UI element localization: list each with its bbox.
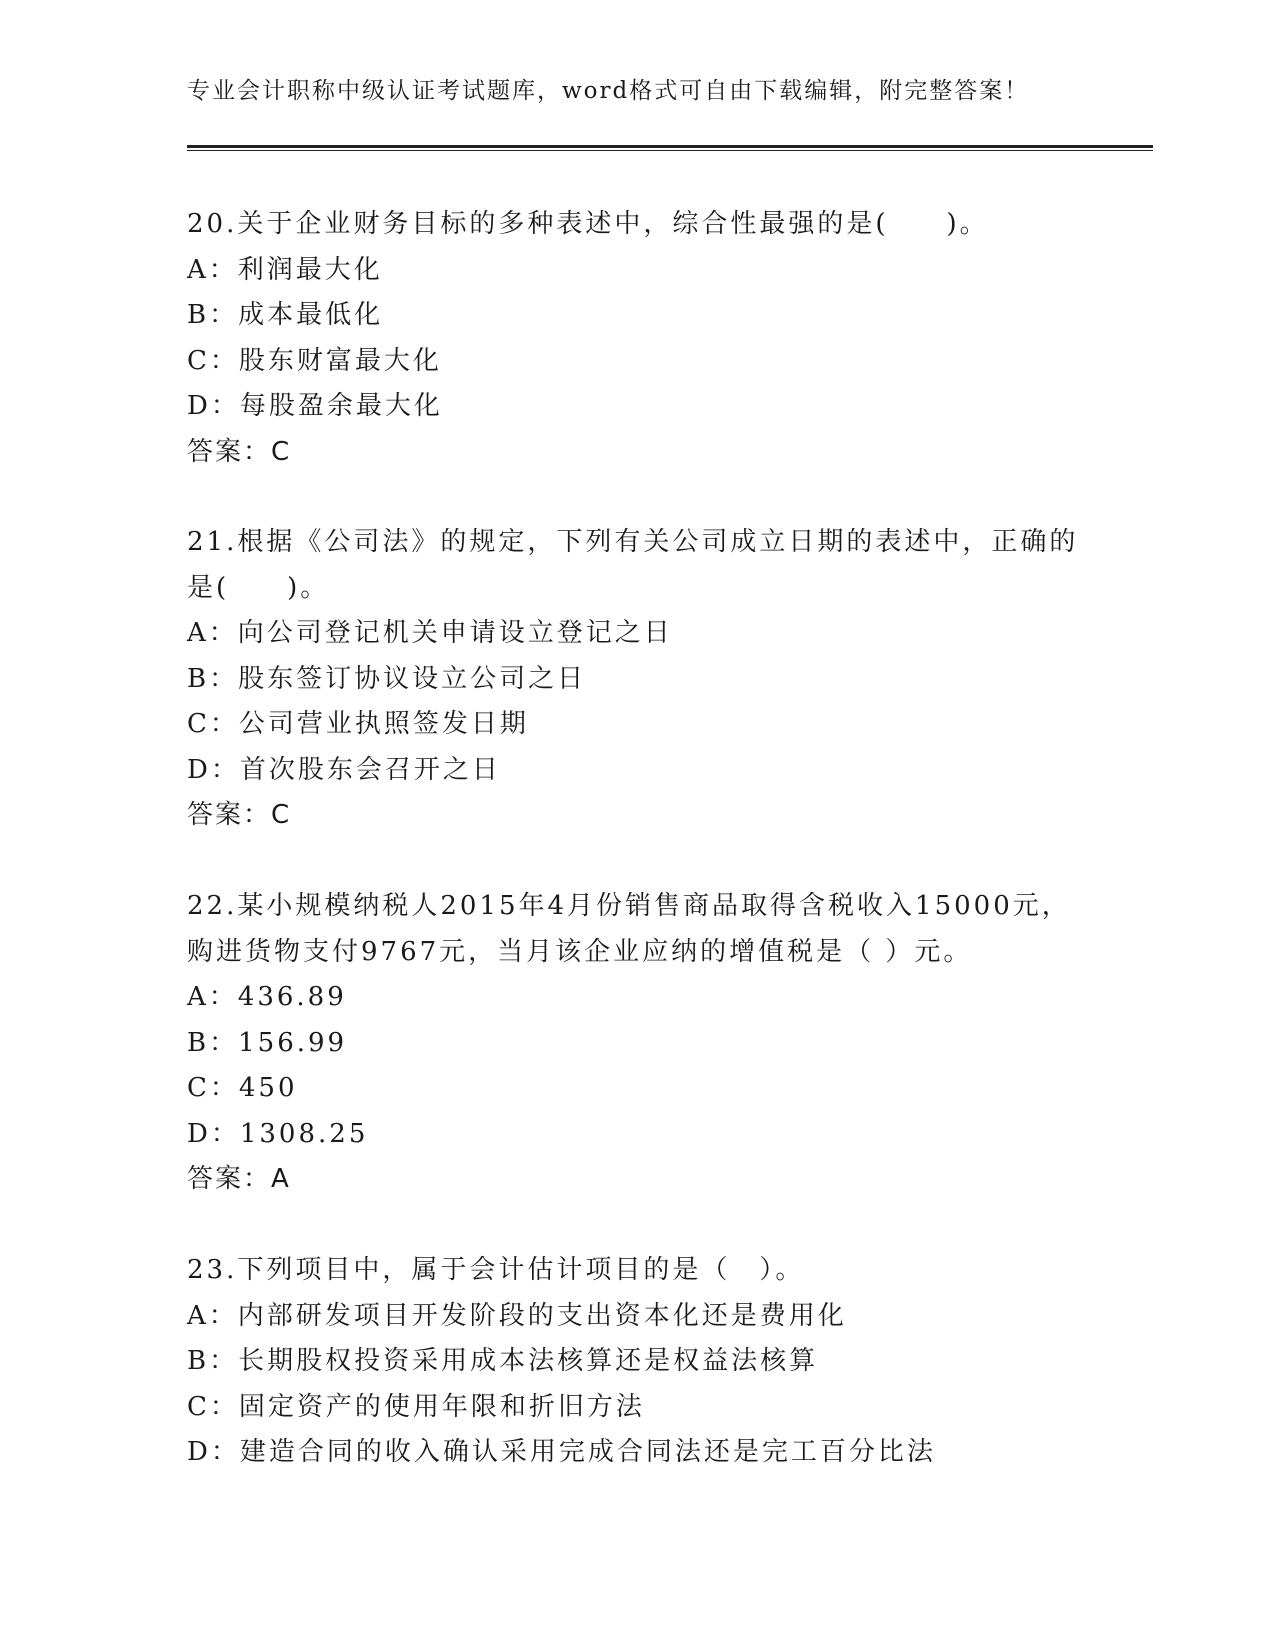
question-stem: 21.根据《公司法》的规定，下列有关公司成立日期的表述中，正确的 — [187, 527, 1079, 557]
option-c: C：固定资产的使用年限和折旧方法 — [187, 1391, 645, 1422]
header-rule-thin — [187, 150, 1153, 151]
answer: 答案：C — [187, 800, 292, 830]
option-d: D：1308.25 — [187, 1118, 369, 1149]
option-a: A：利润最大化 — [187, 254, 383, 285]
option-d: D：建造合同的收入确认采用完成合同法还是完工百分比法 — [187, 1437, 936, 1467]
question-stem-continued: 是( )。 — [187, 572, 330, 603]
question-20 — [187, 202, 1147, 475]
option-d: D：每股盈余最大化 — [187, 391, 443, 421]
option-b: B：156.99 — [187, 1027, 348, 1058]
option-a: A：内部研发项目开发阶段的支出资本化还是费用化 — [187, 1300, 847, 1331]
header-rule-thick — [187, 145, 1153, 148]
question-stem: 22.某小规模纳税人2015年4月份销售商品取得含税收入15000元， — [187, 891, 1071, 921]
question-23 — [187, 1248, 1147, 1476]
option-d: D：首次股东会召开之日 — [187, 754, 501, 785]
question-stem: 20.关于企业财务目标的多种表述中，综合性最强的是( )。 — [187, 209, 989, 239]
answer: 答案：A — [187, 1164, 291, 1194]
option-c: C：450 — [187, 1073, 298, 1103]
option-b: B：成本最低化 — [187, 300, 384, 330]
page-header: 专业会计职称中级认证考试题库，word格式可自由下载编辑，附完整答案！ — [187, 78, 1030, 104]
answer: 答案：C — [187, 436, 292, 467]
question-stem: 23.下列项目中，属于会计估计项目的是（ ）。 — [187, 1255, 805, 1285]
option-c: C：股东财富最大化 — [187, 345, 442, 376]
option-b: B：长期股权投资采用成本法核算还是权益法核算 — [187, 1346, 819, 1376]
question-22 — [187, 884, 1147, 1203]
question-stem-continued: 购进货物支付9767元，当月该企业应纳的增值税是（ ）元。 — [187, 936, 973, 967]
question-21 — [187, 520, 1147, 839]
option-a: A：436.89 — [187, 982, 347, 1012]
option-a: A：向公司登记机关申请设立登记之日 — [187, 618, 673, 648]
option-c: C：公司营业执照签发日期 — [187, 709, 529, 739]
option-b: B：股东签订协议设立公司之日 — [187, 663, 587, 694]
